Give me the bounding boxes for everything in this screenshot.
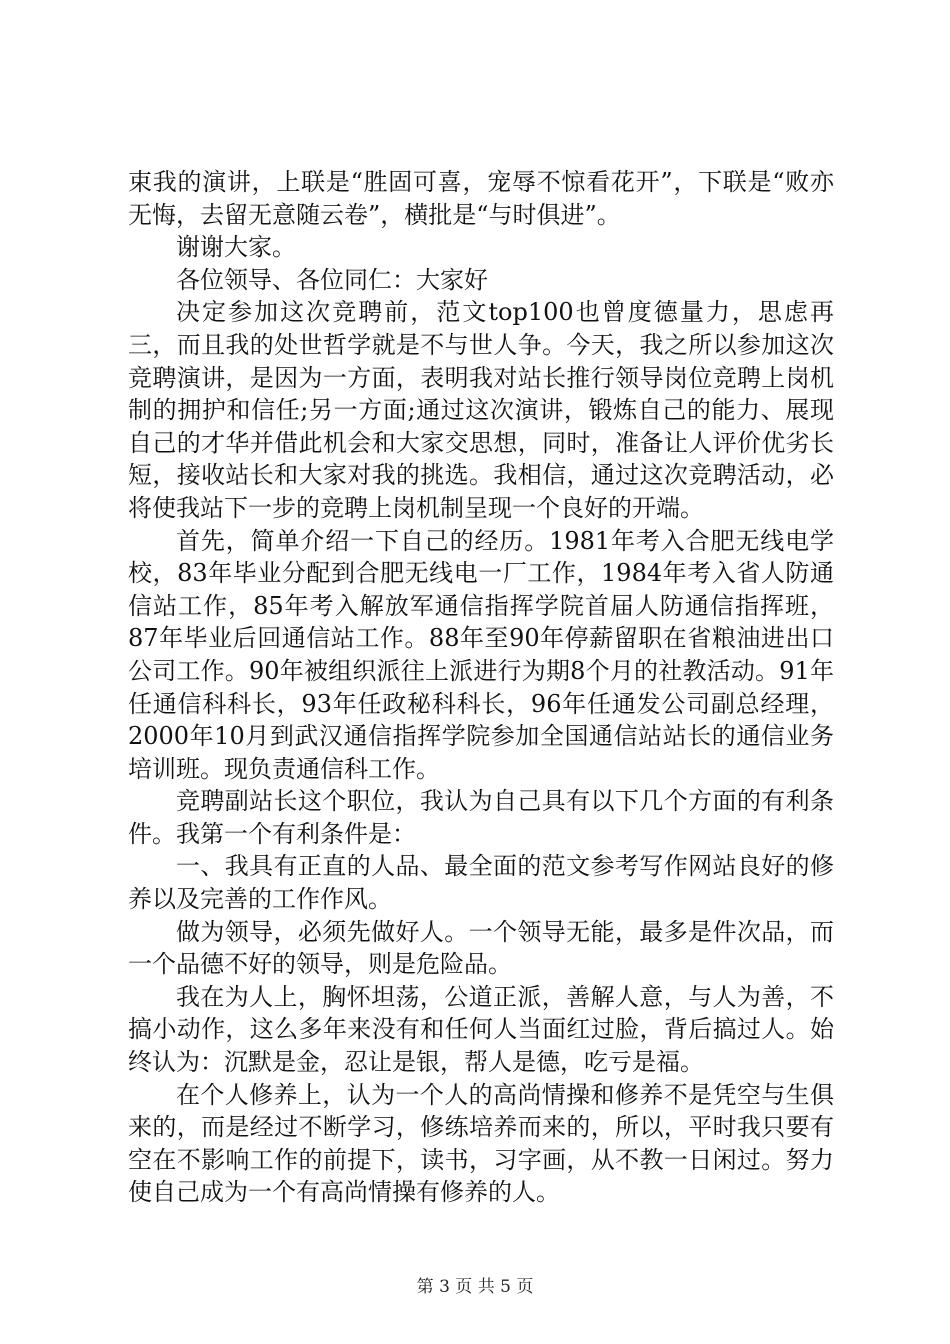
paragraph: 束我的演讲，上联是“胜固可喜，宠辱不惊看花开”，下联是“败亦无悔，去留无意随云卷”，横批是“与时俱进”。: [128, 168, 834, 229]
paragraph: 竞聘副站长这个职位，我认为自己具有以下几个方面的有利条件。我第一个有利条件是：: [128, 787, 834, 848]
document-body: [128, 166, 834, 1209]
paragraph: 做为领导，必须先做好人。一个领导无能，最多是件次品，而一个品德不好的领导，则是危险品。: [128, 917, 834, 979]
paragraph: 各位领导、各位同仁：大家好: [176, 265, 488, 294]
paragraph: 决定参加这次竞聘前，范文top100也曾度德量力，思虑再三，而且我的处世哲学就是不与世人争。今天，我之所以参加这次竞聘演讲，是因为一方面，表明我对站长推行领导岗位竞聘上岗机制的拥护和信任;另一方面;通过这次演讲，锻炼自己的能力、展现自己的才华并借此机会和大家交思想，同时，准备让人评价优劣长短，接收站长和大家对我的挑选。我相信，通过这次竞聘活动，必将使我站下一步的竞聘上岗机制呈现一个良好的开端。: [128, 298, 834, 522]
paragraph: 谢谢大家。: [176, 233, 296, 262]
paragraph: 我在为人上，胸怀坦荡，公道正派，善解人意，与人为善，不搞小动作，这么多年来没有和任何人当面红过脸，背后搞过人。始终认为：沉默是金，忍让是银，帮人是德，吃亏是福。: [128, 982, 834, 1077]
page-number-footer: 第 3 页 共 5 页: [416, 1277, 534, 1297]
paragraph: 在个人修养上，认为一个人的高尚情操和修养不是凭空与生俱来的，而是经过不断学习，修练培养而来的，所以，平时我只要有空在不影响工作的前提下，读书，习字画，从不教一日闲过。努力使自己成为一个有高尚情操有修养的人。: [128, 1080, 834, 1207]
paragraph: 首先，简单介绍一下自己的经历。1981年考入合肥无线电学校，83年毕业分配到合肥无线电一厂工作，1984年考入省人防通信站工作，85年考入解放军通信指挥学院首届人防通信指挥班，87年毕业后回通信站工作。88年至90年停薪留职在省粮油进出口公司工作。90年被组织派往上派进行为期8个月的社教活动。91年任通信科科长，93年任政秘科科长，96年任通发公司副总经理，2000年10月到武汉通信指挥学院参加全国通信站站长的通信业务培训班。现负责通信科工作。: [128, 526, 834, 783]
paragraph: 一、我具有正直的人品、最全面的范文参考写作网站良好的修养以及完善的工作作风。: [128, 852, 834, 914]
